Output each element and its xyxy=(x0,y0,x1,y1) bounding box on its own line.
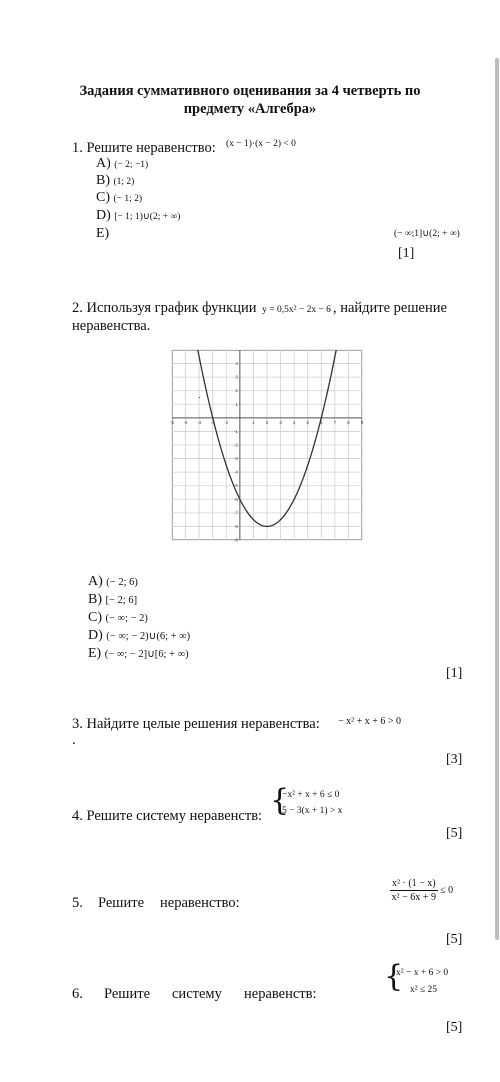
q2-text xyxy=(72,300,472,317)
scrollbar[interactable] xyxy=(495,58,499,940)
data-point xyxy=(253,519,254,520)
x-tick-label: -4 xyxy=(183,419,188,425)
parabola-graph xyxy=(169,350,364,543)
q1-option-b[interactable] xyxy=(96,173,134,189)
option-letter: A) xyxy=(96,156,111,171)
y-tick-label: -6 xyxy=(233,496,238,502)
x-tick-label: 8 xyxy=(347,419,350,425)
q6-mark: [5] xyxy=(446,1020,463,1035)
q1-option-e-value: (− ∞;1]∪(2; + ∞) xyxy=(394,229,460,239)
option-value: (− ∞; − 2]∪[6; + ∞) xyxy=(104,649,189,660)
q6-word-3: неравенств: xyxy=(244,986,317,1002)
fraction-numerator: x² · (1 − x) xyxy=(392,878,436,889)
q6-line-2: x² ≤ 25 xyxy=(410,985,438,995)
q2-option-a[interactable] xyxy=(88,574,138,590)
q4-line-2: 5 − 3(x + 1) > x xyxy=(282,806,343,816)
x-tick-label: 7 xyxy=(333,419,337,425)
x-tick-label: 2 xyxy=(265,419,269,425)
q4-system-brace: { xyxy=(270,783,290,818)
option-letter: B) xyxy=(96,173,110,188)
q4-line-1: −x² + x + 6 ≤ 0 xyxy=(282,790,340,800)
q2-mark: [1] xyxy=(446,666,463,681)
y-tick-label: -8 xyxy=(233,523,238,529)
q5-mark: [5] xyxy=(446,932,463,947)
data-point xyxy=(321,417,322,418)
option-letter: D) xyxy=(88,628,103,643)
x-tick-label: -2 xyxy=(210,419,215,425)
q2-option-d[interactable] xyxy=(88,628,190,644)
q1-expression: (x − 1)·(x − 2) < 0 xyxy=(226,139,296,149)
fraction-relation: ≤ 0 xyxy=(440,884,454,896)
data-point xyxy=(266,526,267,527)
q5-num: 5. xyxy=(72,895,83,911)
x-tick-label: -1 xyxy=(224,419,229,425)
y-tick-label: -7 xyxy=(233,510,238,516)
option-value: (− 2; −1) xyxy=(114,160,149,170)
y-tick-label: 3 xyxy=(235,374,238,380)
title-line-1: Задания суммативного оценивания за 4 четверть по xyxy=(79,83,421,99)
x-tick-label: 5 xyxy=(306,419,309,425)
data-point xyxy=(334,356,335,357)
y-tick-label: 2 xyxy=(235,388,238,394)
page-title xyxy=(40,82,460,118)
option-value: [− 1; 1)∪(2; + ∞) xyxy=(114,212,181,222)
data-point xyxy=(212,417,213,418)
title-line-2: предмету «Алгебра» xyxy=(183,101,317,117)
option-letter: C) xyxy=(88,610,102,625)
option-letter: D) xyxy=(96,208,111,223)
y-tick-label: -1 xyxy=(233,428,238,434)
q1-mark: [1] xyxy=(398,246,415,261)
q2-option-e[interactable] xyxy=(88,646,189,662)
q3-text: 3. Найдите целые решения неравенства: xyxy=(72,716,320,732)
q1-text: 1. Решите неравенство: xyxy=(72,140,216,156)
y-tick-label: 1 xyxy=(235,401,238,407)
q2-option-b[interactable] xyxy=(88,592,137,608)
x-tick-label: 9 xyxy=(360,419,364,425)
q1-option-d[interactable] xyxy=(96,208,180,224)
x-tick-label: -5 xyxy=(169,419,175,425)
data-point xyxy=(239,499,240,500)
q6-system-brace: { xyxy=(384,959,404,994)
y-tick-label: -3 xyxy=(233,456,238,462)
q3-mark: [3] xyxy=(446,752,463,767)
y-tick-label: -4 xyxy=(233,469,238,475)
q3-expression: − x² + x + 6 > 0 xyxy=(338,716,402,727)
option-value: (− ∞; − 2)∪(6; + ∞) xyxy=(106,631,191,642)
q2-text-b: , найдите решение xyxy=(332,300,447,316)
q1-option-a[interactable] xyxy=(96,156,148,172)
option-letter: E) xyxy=(88,646,102,661)
x-tick-label: -3 xyxy=(197,419,202,425)
y-tick-label: 4 xyxy=(235,361,238,367)
q5-word-2: неравенство: xyxy=(160,895,240,911)
data-point xyxy=(226,465,227,466)
option-value: (− 1; 2) xyxy=(113,194,143,204)
x-tick-label: 4 xyxy=(292,419,296,425)
q4-mark: [5] xyxy=(446,826,463,841)
q3-dot: . xyxy=(72,732,76,748)
option-letter: A) xyxy=(88,574,103,589)
q4-text: 4. Решите систему неравенств: xyxy=(72,808,263,824)
fraction xyxy=(390,878,438,903)
q2-function: y = 0,5x² − 2x − 6 xyxy=(262,305,331,315)
data-point xyxy=(280,519,281,520)
option-value: (1; 2) xyxy=(113,177,135,187)
q5-word-1: Решите xyxy=(98,895,145,911)
option-value: (− ∞; − 2) xyxy=(105,613,148,624)
data-point xyxy=(199,397,200,398)
q2-option-c[interactable] xyxy=(88,610,148,626)
q6-word-2: систему xyxy=(172,986,222,1002)
x-tick-label: 3 xyxy=(279,419,282,425)
x-tick-label: 1 xyxy=(252,419,255,425)
data-point xyxy=(294,499,295,500)
q6-num: 6. xyxy=(72,986,83,1002)
option-value: [− 2; 6] xyxy=(105,595,138,606)
y-tick-label: -2 xyxy=(233,442,238,448)
y-tick-label: -5 xyxy=(233,483,238,489)
q1-option-c[interactable] xyxy=(96,190,142,206)
y-tick-label: -9 xyxy=(233,537,238,543)
fraction-denominator: x² − 6x + 9 xyxy=(391,892,436,903)
q6-line-1: x² − x + 6 > 0 xyxy=(396,968,449,978)
q1-option-e-letter[interactable]: E) xyxy=(96,226,110,241)
q2-text-c: неравенства. xyxy=(72,318,151,334)
x-tick-label: 6 xyxy=(320,419,323,425)
data-point xyxy=(307,465,308,466)
option-letter: B) xyxy=(88,592,102,607)
q5-fraction xyxy=(390,878,453,903)
option-letter: C) xyxy=(96,190,110,205)
q2-text-a: 2. Используя график функции xyxy=(72,300,257,316)
q6-word-1: Решите xyxy=(104,986,151,1002)
option-value: (− 2; 6) xyxy=(106,577,138,588)
